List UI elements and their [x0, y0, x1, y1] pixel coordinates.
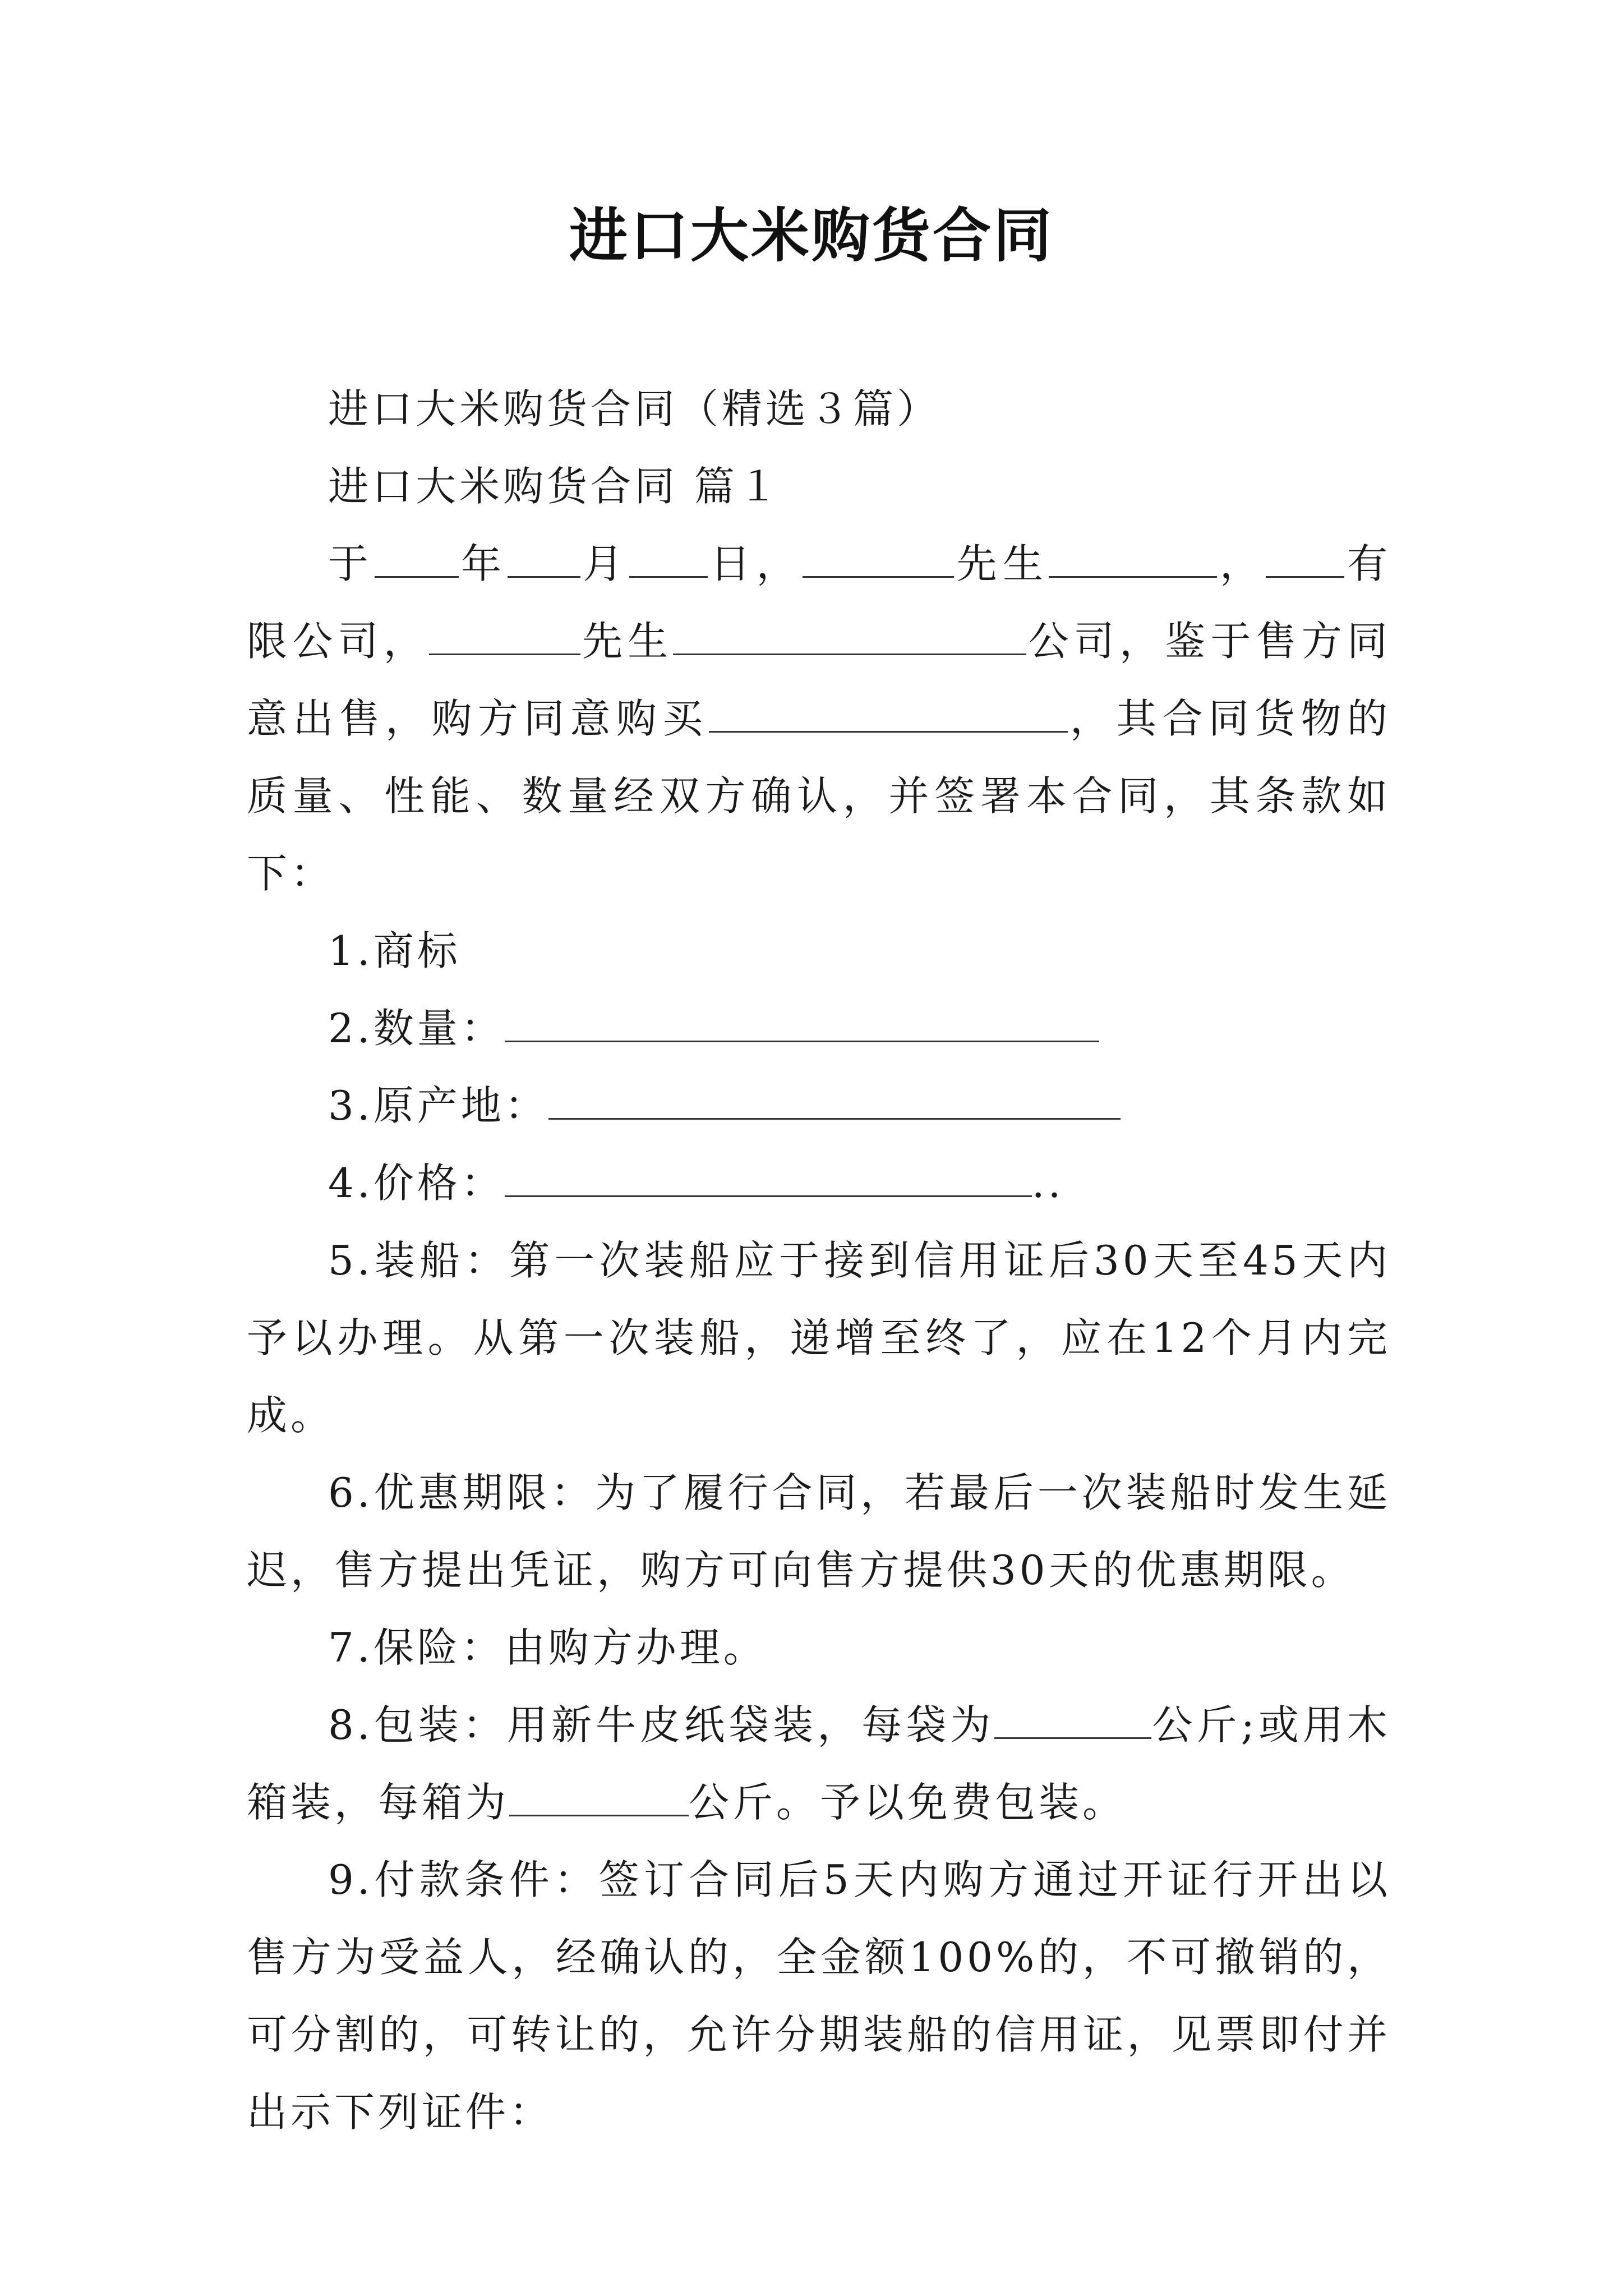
blank-field — [509, 1774, 689, 1816]
clause-text: 公斤;或用木箱装，每箱为 — [247, 1701, 1391, 1826]
intro-text: 年 — [458, 540, 508, 587]
clause-tail: .. — [1031, 1159, 1064, 1207]
clause-label: 4.价格： — [328, 1159, 505, 1207]
blank-field — [803, 536, 954, 578]
clause-label: 3.原产地： — [328, 1082, 548, 1129]
clause-trademark: 1.商标 — [328, 927, 461, 974]
intro-text: 于 — [328, 540, 375, 587]
intro-paragraph — [247, 525, 1391, 912]
blank-field — [548, 1078, 1121, 1120]
blank-field — [508, 536, 580, 578]
intro-text: 先生 — [580, 618, 674, 665]
blank-field — [505, 1000, 1099, 1042]
clause-payment: 9.付款条件：签订合同后5天内购方通过开证行开出以售方为受益人，经确认的，全金额100%的，不可撤销的，可分割的，可转让的，允许分期装船的信用证，见票即付并出示下列证件： — [247, 1856, 1391, 2136]
document-body — [247, 370, 1391, 2151]
blank-field — [994, 1697, 1151, 1739]
intro-text: 日， — [707, 540, 803, 587]
blank-field — [1049, 536, 1217, 578]
intro-text: 月 — [580, 540, 629, 587]
document-subtitle: 进口大米购货合同（精选３篇） — [328, 385, 941, 432]
intro-text: ，其合同货物的质量、性能、数量经双方确认，并签署本合同，其条款如下： — [247, 695, 1391, 897]
blank-field — [505, 1155, 1032, 1197]
clause-insurance: 7.保险：由购方办理。 — [328, 1624, 767, 1671]
blank-field — [629, 536, 708, 578]
clause-text: 公斤。予以免费包装。 — [689, 1779, 1127, 1826]
clause-packing — [247, 1686, 1391, 1841]
intro-text: 有限公司， — [247, 540, 1391, 665]
blank-field — [1266, 536, 1344, 578]
clause-grace-period: 6.优惠期限：为了履行合同，若最后一次装船时发生延迟，售方提出凭证，购方可向售方提供30天的优惠期限。 — [247, 1469, 1391, 1594]
blank-field — [375, 536, 459, 578]
clause-text: 8.包装：用新牛皮纸袋装，每袋为 — [328, 1701, 995, 1749]
blank-field — [673, 613, 1026, 655]
clause-origin — [247, 1067, 1391, 1144]
section-heading: 进口大米购货合同 篇１ — [328, 463, 782, 510]
blank-field — [429, 613, 580, 655]
clause-shipment: 5.装船：第一次装船应于接到信用证后30天至45天内予以办理。从第一次装船，递增至终了，应在12个月内完成。 — [247, 1237, 1391, 1439]
document-title: 进口大米购货合同 — [569, 201, 1054, 270]
clause-quantity — [247, 990, 1391, 1067]
intro-text: 先生 — [953, 540, 1049, 587]
intro-text: ， — [1217, 540, 1266, 587]
intro-text: 公司，鉴于售方同意出售，购方同意购买 — [247, 618, 1391, 742]
blank-field — [709, 691, 1068, 733]
clause-price — [247, 1144, 1391, 1222]
clause-label: 2.数量： — [328, 1005, 505, 1052]
